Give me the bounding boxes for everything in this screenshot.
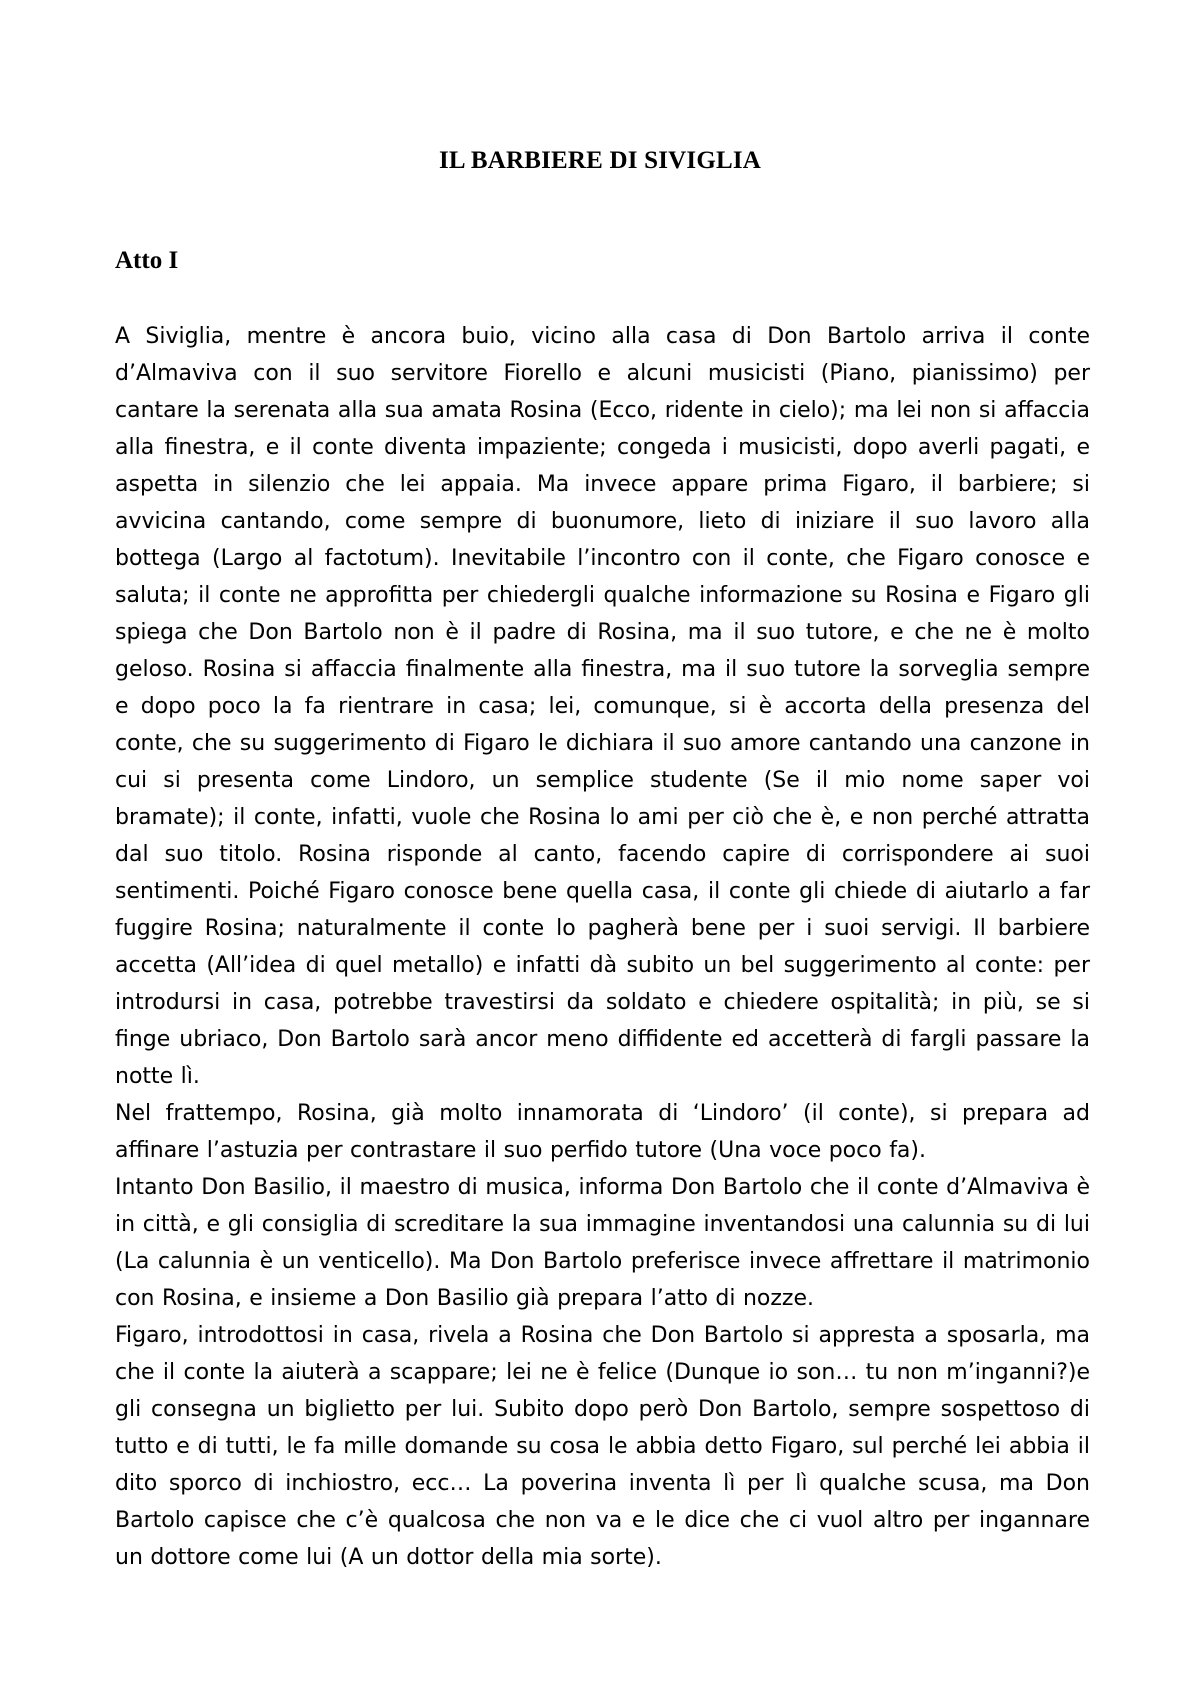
paragraph-2: Nel frattempo, Rosina, già molto innamorata di ‘Lindoro’ (il conte), si prepara ad affinare l’astuzia per contrastare il suo perfido tutore (Una voce poco fa). [115, 1101, 1090, 1163]
document-title: IL BARBIERE DI SIVIGLIA [438, 147, 762, 174]
paragraph-3: Intanto Don Basilio, il maestro di musica, informa Don Bartolo che il conte d’Almaviva è in città, e gli consiglia di screditare la sua immagine inventandosi una calunnia su di lui (La calunnia è un venticello). Ma Don Bartolo preferisce invece affrettare il matrimonio con Rosina, e insieme a Don Basilio già prepara l’atto di nozze. [115, 1175, 1090, 1311]
section-heading-atto-i: Atto I [115, 247, 179, 274]
body-text [115, 318, 1090, 1576]
paragraph-4: Figaro, introdottosi in casa, rivela a Rosina che Don Bartolo si appresta a sposarla, ma che il conte la aiuterà a scappare; lei ne è felice (Dunque io son… tu non m’inganni?)e gli consegna un biglietto per lui. Subito dopo però Don Bartolo, sempre sospettoso di tutto e di tutti, le fa mille domande su cosa le abbia detto Figaro, sul perché lei abbia il dito sporco di inchiostro, ecc… La poverina inventa lì per lì qualche scusa, ma Don Bartolo capisce che c’è qualcosa che non va e le dice che ci vuol altro per ingannare un dottore come lui (A un dottor della mia sorte). [115, 1323, 1090, 1570]
paragraph-1: A Siviglia, mentre è ancora buio, vicino alla casa di Don Bartolo arriva il conte d’Almaviva con il suo servitore Fiorello e alcuni musicisti (Piano, pianissimo) per cantare la serenata alla sua amata Rosina (Ecco, ridente in cielo); ma lei non si affaccia alla finestra, e il conte diventa impaziente; congeda i musicisti, dopo averli pagati, e aspetta in silenzio che lei appaia. Ma invece appare prima Figaro, il barbiere; si avvicina cantando, come sempre di buonumore, lieto di iniziare il suo lavoro alla bottega (Largo al factotum). Inevitabile l’incontro con il conte, che Figaro conosce e saluta; il conte ne approfitta per chiedergli qualche informazione su Rosina e Figaro gli spiega che Don Bartolo non è il padre di Rosina, ma il suo tutore, e che ne è molto geloso. Rosina si affaccia finalmente alla finestra, ma il suo tutore la sorveglia sempre e dopo poco la fa rientrare in casa; lei, comunque, si è accorta della presenza del conte, che su suggerimento di Figaro le dichiara il suo amore cantando una canzone in cui si presenta come Lindoro, un semplice studente (Se il mio nome saper voi bramate); il conte, infatti, vuole che Rosina lo ami per ciò che è, e non perché attratta dal suo titolo. Rosina risponde al canto, facendo capire di corrispondere ai suoi sentimenti. Poiché Figaro conosce bene quella casa, il conte gli chiede di aiutarlo a far fuggire Rosina; naturalmente il conte lo pagherà bene per i suoi servigi. Il barbiere accetta (All’idea di quel metallo) e infatti dà subito un bel suggerimento al conte: per introdursi in casa, potrebbe travestirsi da soldato e chiedere ospitalità; in più, se si finge ubriaco, Don Bartolo sarà ancor meno diffidente ed accetterà di fargli passare la notte lì. [115, 324, 1090, 1089]
